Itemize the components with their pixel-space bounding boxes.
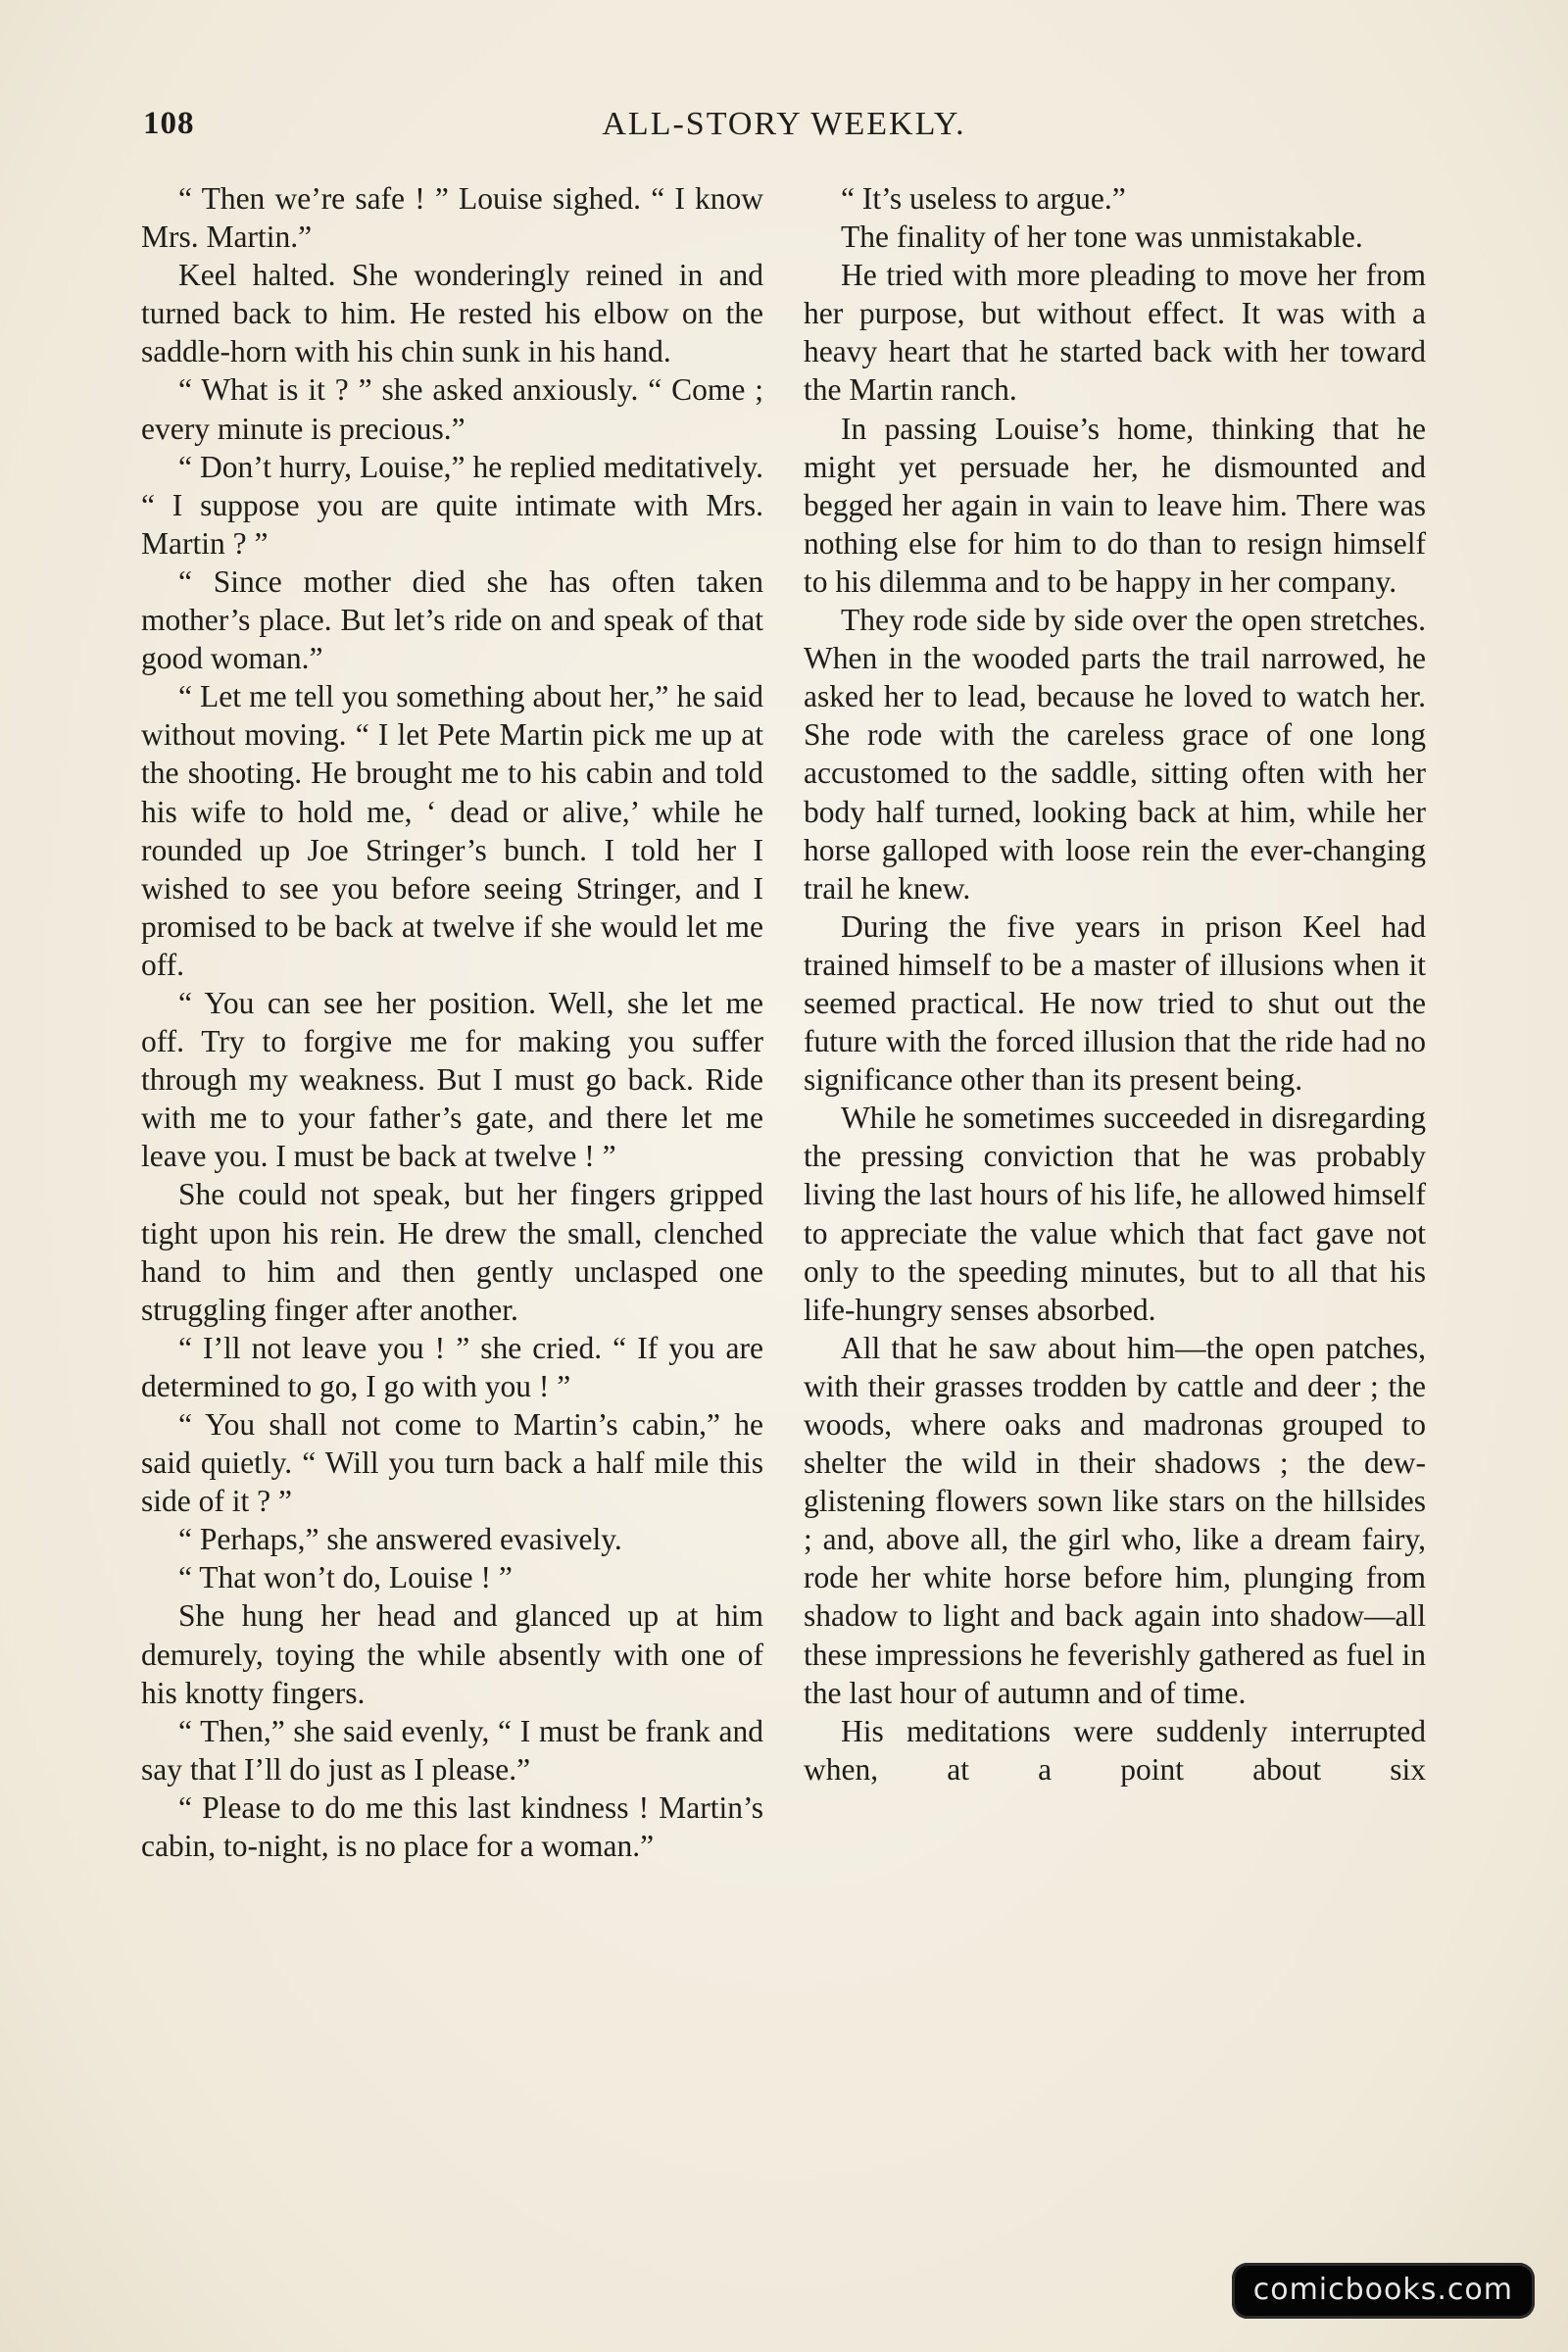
paragraph: “ I’ll not leave you ! ” she cried. “ If you are determined to go, I go with you ! ” [141,1330,763,1403]
paragraph: All that he saw about him—the open patches, with their grasses trodden by cattle and deer ; the woods, where oaks and madronas grouped to shelter the wild in their shadows ; the dew-glistening flowers sown like stars on the hillsides ; and, above all, the girl who, like a dream fairy, rode her white horse before him, plunging from shadow to light and back again into shadow—all these impressions he feverishly gathered as fuel in the last hour of autumn and of time. [804,1330,1426,1710]
paragraph: “ Since mother died she has often taken mother’s place. But let’s ride on and speak of that good woman.” [141,564,763,676]
paragraph: She could not speak, but her fingers gripped tight upon his rein. He drew the small, clenched hand to him and then gently unclasped one struggling finger after another. [141,1177,763,1327]
paragraph: Keel halted. She wonderingly reined in and turned back to him. He rested his elbow on the saddle-horn with his chin sunk in his hand. [141,258,763,369]
paragraph: His meditations were suddenly interrupted when, at a point about six [804,1713,1426,1787]
paragraph: They rode side by side over the open stretches. When in the wooded parts the trail narrowed, he asked her to lead, because he loved to watch her. She rode with the careless grace of one long accustomed to the saddle, sitting often with her body half turned, looking back at him, while her horse galloped with loose rein the ever-changing trail he knew. [804,603,1426,906]
running-title: ALL-STORY WEEKLY. [602,106,966,142]
left-column [141,179,763,1865]
page-number: 108 [143,106,195,141]
paragraph: “ Don’t hurry, Louise,” he replied meditatively. “ I suppose you are quite intimate with Mrs. Martin ? ” [141,449,763,561]
paragraph: He tried with more pleading to move her from her purpose, but without effect. It was with a heavy heart that he started back with her toward the Martin ranch. [804,258,1426,408]
paragraph: “ Perhaps,” she answered evasively. [178,1522,622,1557]
paragraph: “ You can see her position. Well, she let me off. Try to forgive me for making you suffer through my weakness. But I must go back. Ride with me to your father’s gate, and there let me leave you. I must be back at twelve ! ” [141,985,763,1174]
paragraph: “ Then,” she said evenly, “ I must be frank and say that I’ll do just as I please.” [141,1713,763,1787]
paragraph: “ What is it ? ” she asked anxiously. “ Come ; every minute is precious.” [141,372,763,446]
paragraph: She hung her head and glanced up at him demurely, toying the while absently with one of his knotty fingers. [141,1598,763,1710]
paragraph: “ Let me tell you something about her,” he said without moving. “ I let Pete Martin pick me up at the shooting. He brought me to his cabin and told his wife to hold me, ‘ dead or alive,’ while he rounded up Joe Stringer’s bunch. I told her I wished to see you before seeing Stringer, and I promised to be back at twelve if she would let me off. [141,679,763,982]
paragraph: “ Then we’re safe ! ” Louise sighed. “ I know Mrs. Martin.” [141,181,763,255]
paragraph: While he sometimes succeeded in disregarding the pressing conviction that he was probably living the last hours of his life, he allowed himself to appreciate the value which that fact gave not only to the speeding minutes, but to all that his life-hungry senses absorbed. [804,1101,1426,1327]
paragraph: “ That won’t do, Louise ! ” [178,1560,513,1595]
page-header [137,106,1431,155]
site-watermark: comicbooks.com [1232,2263,1535,2319]
paragraph: “ It’s useless to argue.” [841,181,1126,216]
right-column [804,179,1426,1788]
paragraph: In passing Louise’s home, thinking that he might yet persuade her, he dismounted and begged her again in vain to leave him. There was nothing else for him to do than to resign himself to his dilemma and to be happy in her company. [804,411,1426,599]
paragraph: The finality of her tone was unmistakable. [841,220,1363,255]
paragraph: During the five years in prison Keel had trained himself to be a master of illusions when it seemed practical. He now tried to shut out the future with the forced illusion that the ride had no significance other than its present being. [804,908,1426,1098]
paragraph: “ Please to do me this last kindness ! Martin’s cabin, to-night, is no place for a woman.” [141,1789,763,1864]
paragraph: “ You shall not come to Martin’s cabin,” he said quietly. “ Will you turn back a half mile this side of it ? ” [141,1407,763,1519]
